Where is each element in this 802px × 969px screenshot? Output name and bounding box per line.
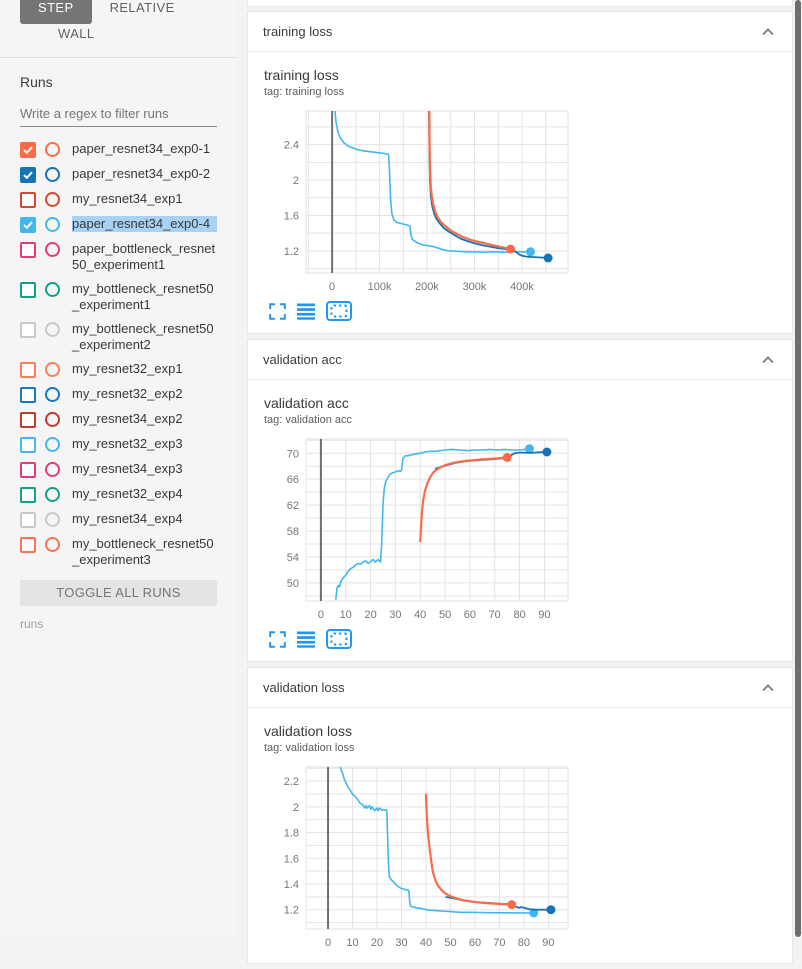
run-label[interactable]: my_resnet32_exp4 <box>72 486 183 501</box>
run-color-circle-icon <box>45 487 60 502</box>
svg-text:50: 50 <box>286 577 299 590</box>
run-color-circle-icon <box>45 142 60 157</box>
sidebar-divider <box>0 57 237 58</box>
svg-text:50: 50 <box>444 937 457 949</box>
svg-text:300k: 300k <box>462 281 487 293</box>
run-list-item[interactable] <box>20 212 217 237</box>
run-list-item[interactable] <box>20 457 217 482</box>
fit-domain-to-data-icon[interactable] <box>326 301 352 321</box>
run-list-item[interactable] <box>20 277 217 317</box>
svg-text:0: 0 <box>329 281 336 293</box>
chart-tag: tag: validation loss <box>264 742 355 754</box>
run-color-circle-icon <box>45 167 60 182</box>
svg-text:70: 70 <box>488 609 501 621</box>
run-checkbox[interactable] <box>20 462 36 478</box>
scalar-cards-panel <box>247 0 793 969</box>
svg-text:0: 0 <box>317 609 324 621</box>
svg-text:80: 80 <box>517 937 531 949</box>
card-training-loss <box>247 11 793 334</box>
svg-text:0: 0 <box>324 937 332 949</box>
svg-text:1.6: 1.6 <box>283 210 299 223</box>
svg-text:200k: 200k <box>415 281 439 293</box>
scrollbar-thumb[interactable] <box>795 0 801 937</box>
previous-card-edge <box>247 0 793 7</box>
svg-text:90: 90 <box>538 609 551 621</box>
run-label[interactable]: my_resnet34_exp2 <box>72 411 183 426</box>
card-header[interactable] <box>248 340 792 380</box>
expand-chart-icon[interactable] <box>269 631 286 648</box>
log-scale-icon[interactable] <box>297 303 315 320</box>
line-chart-validation-loss[interactable] <box>264 761 580 955</box>
axis-option-relative[interactable]: RELATIVE <box>109 0 175 15</box>
run-list-item[interactable] <box>20 162 217 187</box>
card-header[interactable] <box>248 12 792 52</box>
svg-text:2: 2 <box>292 175 299 187</box>
svg-text:80: 80 <box>513 609 526 621</box>
run-color-circle-icon <box>45 537 60 552</box>
run-label[interactable]: paper_resnet34_exp0-4 <box>72 216 217 232</box>
line-chart-validation-acc[interactable] <box>264 433 580 627</box>
axis-option-step[interactable]: STEP <box>20 0 92 24</box>
svg-text:10: 10 <box>339 609 352 621</box>
run-list-item[interactable] <box>20 507 217 532</box>
log-scale-icon[interactable] <box>297 631 315 648</box>
run-color-circle-icon <box>45 437 60 452</box>
svg-text:40: 40 <box>414 609 427 621</box>
run-label[interactable]: my_resnet34_exp4 <box>72 511 183 526</box>
run-list <box>20 137 217 572</box>
toggle-all-runs-button[interactable]: TOGGLE ALL RUNS <box>20 580 217 606</box>
svg-text:2: 2 <box>292 801 299 814</box>
svg-text:10: 10 <box>346 937 359 949</box>
svg-text:1.8: 1.8 <box>283 827 299 840</box>
run-label[interactable]: paper_resnet34_exp0-2 <box>72 166 211 181</box>
svg-text:100k: 100k <box>367 281 392 293</box>
run-checkbox[interactable] <box>20 282 36 298</box>
expand-chart-icon[interactable] <box>269 303 286 320</box>
svg-text:90: 90 <box>542 937 555 949</box>
run-label[interactable]: my_resnet34_exp3 <box>72 461 183 476</box>
card-validation-loss <box>247 667 793 964</box>
run-label[interactable]: my_bottleneck_resnet50_experiment2 <box>72 321 214 352</box>
svg-text:20: 20 <box>370 937 384 949</box>
run-label[interactable]: my_resnet32_exp3 <box>72 436 183 451</box>
run-list-item[interactable] <box>20 407 217 432</box>
svg-text:1.4: 1.4 <box>283 879 299 891</box>
run-list-item[interactable] <box>20 237 217 277</box>
run-color-circle-icon <box>45 242 60 257</box>
run-checkbox[interactable] <box>20 487 36 503</box>
svg-text:30: 30 <box>389 609 402 621</box>
svg-text:62: 62 <box>286 500 299 513</box>
run-list-item[interactable] <box>20 532 217 572</box>
run-color-circle-icon <box>45 322 60 337</box>
card-title: validation loss <box>263 680 345 695</box>
run-checkbox[interactable] <box>20 362 36 378</box>
run-color-circle-icon <box>45 387 60 402</box>
svg-text:60: 60 <box>463 609 477 621</box>
svg-text:70: 70 <box>493 937 506 949</box>
run-list-item[interactable] <box>20 187 217 212</box>
chart-toolbar <box>269 301 776 321</box>
run-color-circle-icon <box>45 512 60 527</box>
chart-title: validation acc <box>264 395 349 411</box>
chart-tag: tag: training loss <box>264 86 345 98</box>
svg-text:2.2: 2.2 <box>283 776 299 789</box>
card-title: training loss <box>263 24 333 39</box>
run-filter-input[interactable] <box>20 101 217 127</box>
svg-text:66: 66 <box>286 474 299 487</box>
collapse-chevron-icon[interactable] <box>759 25 777 38</box>
run-checkbox[interactable] <box>20 512 36 528</box>
card-header[interactable] <box>248 668 792 708</box>
chart-title: validation loss <box>264 723 352 739</box>
run-label[interactable]: my_bottleneck_resnet50_experiment3 <box>72 536 214 567</box>
run-list-item[interactable] <box>20 482 217 507</box>
collapse-chevron-icon[interactable] <box>759 681 777 694</box>
run-color-circle-icon <box>45 362 60 377</box>
run-color-circle-icon <box>45 217 60 232</box>
run-checkbox[interactable] <box>20 167 36 183</box>
run-list-item[interactable] <box>20 137 217 162</box>
svg-text:2.4: 2.4 <box>283 139 299 152</box>
svg-text:20: 20 <box>364 609 377 621</box>
line-chart-training-loss[interactable] <box>264 105 580 299</box>
run-list-item[interactable] <box>20 317 217 357</box>
run-label[interactable]: paper_resnet34_exp0-1 <box>72 141 211 156</box>
run-checkbox[interactable] <box>20 437 36 453</box>
svg-text:54: 54 <box>286 551 299 564</box>
run-label[interactable]: my_resnet32_exp2 <box>72 386 183 401</box>
card-validation-acc <box>247 339 793 662</box>
svg-text:1.2: 1.2 <box>283 245 299 258</box>
run-label[interactable]: my_resnet32_exp1 <box>72 361 183 376</box>
sidebar <box>0 0 237 937</box>
chart-tag: tag: validation acc <box>264 414 353 426</box>
run-checkbox[interactable] <box>20 537 36 553</box>
runs-footer-label: runs <box>20 617 44 631</box>
runs-title: Runs <box>20 74 53 90</box>
run-color-circle-icon <box>45 412 60 427</box>
run-checkbox[interactable] <box>20 412 36 428</box>
run-label[interactable]: my_resnet34_exp1 <box>72 191 183 206</box>
svg-text:40: 40 <box>419 937 433 949</box>
run-checkbox[interactable] <box>20 217 36 233</box>
run-checkbox[interactable] <box>20 142 36 158</box>
axis-option-wall[interactable]: WALL <box>58 26 95 41</box>
run-checkbox[interactable] <box>20 387 36 403</box>
run-label[interactable]: paper_bottleneck_resnet50_experiment1 <box>72 241 216 272</box>
run-checkbox[interactable] <box>20 242 36 258</box>
run-label[interactable]: my_bottleneck_resnet50_experiment1 <box>72 281 214 312</box>
scrollbar <box>793 0 802 937</box>
collapse-chevron-icon[interactable] <box>759 353 777 366</box>
chart-title: training loss <box>264 67 339 83</box>
svg-text:30: 30 <box>395 937 408 949</box>
svg-text:400k: 400k <box>510 281 534 293</box>
run-color-circle-icon <box>45 192 60 207</box>
svg-text:60: 60 <box>468 937 482 949</box>
run-color-circle-icon <box>45 462 60 477</box>
svg-text:58: 58 <box>286 526 299 538</box>
run-checkbox[interactable] <box>20 322 36 338</box>
run-checkbox[interactable] <box>20 192 36 208</box>
svg-text:1.2: 1.2 <box>283 904 299 917</box>
run-list-item[interactable] <box>20 432 217 457</box>
chart-toolbar <box>269 629 776 649</box>
run-color-circle-icon <box>45 282 60 297</box>
run-list-item[interactable] <box>20 382 217 407</box>
svg-text:50: 50 <box>438 609 452 621</box>
svg-text:1.6: 1.6 <box>283 853 299 866</box>
fit-domain-to-data-icon[interactable] <box>326 629 352 649</box>
axis-type-chooser <box>0 0 237 24</box>
run-list-item[interactable] <box>20 357 217 382</box>
card-title: validation acc <box>263 352 342 367</box>
svg-text:70: 70 <box>286 448 299 461</box>
